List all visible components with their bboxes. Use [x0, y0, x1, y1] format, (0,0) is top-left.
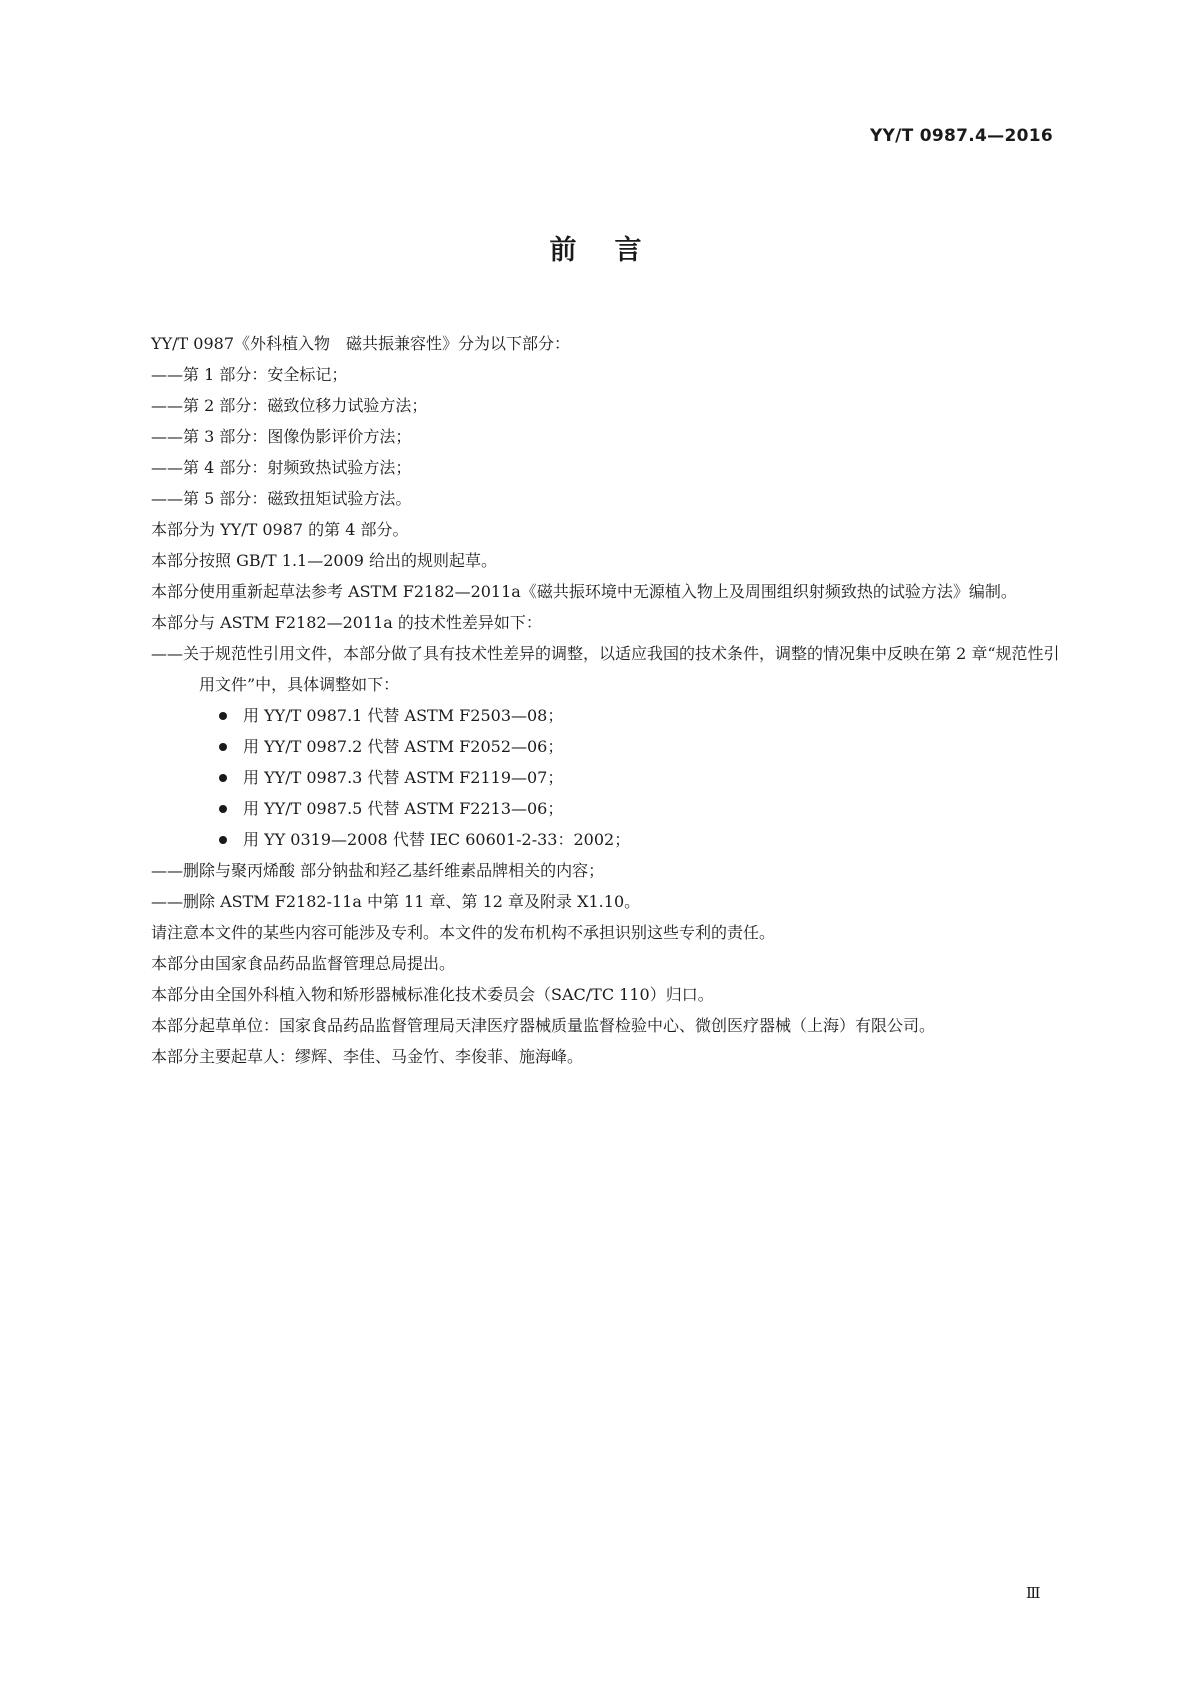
paragraph: 本部分主要起草人：缪辉、李佳、马金竹、李俊菲、施海峰。: [151, 1047, 584, 1066]
bullet-dot-icon: [219, 805, 227, 813]
paragraph: 请注意本文件的某些内容可能涉及专利。本文件的发布机构不承担识别这些专利的责任。: [151, 923, 776, 942]
dash-item: ——第 3 部分：图像伪影评价方法；: [151, 427, 412, 446]
bullet-text: 用 YY/T 0987.3 代替 ASTM F2119—07；: [243, 768, 564, 787]
bullet-item: [119, 762, 1065, 793]
bullet-text: 用 YY/T 0987.1 代替 ASTM F2503—08；: [243, 706, 564, 725]
page-number: Ⅲ: [1026, 1584, 1041, 1602]
paragraph: 本部分由全国外科植入物和矫形器械标准化技术委员会（SAC/TC 110）归口。: [151, 985, 714, 1004]
dash-item: ——第 5 部分：磁致扭矩试验方法。: [151, 489, 412, 508]
bullet-dot-icon: [219, 774, 227, 782]
bullet-dot-icon: [219, 743, 227, 751]
bullet-item: [119, 793, 1065, 824]
page-title: 前言: [549, 235, 680, 266]
paragraph: YY/T 0987《外科植入物 磁共振兼容性》分为以下部分：: [151, 334, 570, 353]
bullet-text: 用 YY/T 0987.5 代替 ASTM F2213—06；: [243, 799, 564, 818]
dash-item: ——删除与聚丙烯酸 部分钠盐和羟乙基纤维素品牌相关的内容；: [151, 861, 605, 880]
paragraph: 本部分起草单位：国家食品药品监督管理局天津医疗器械质量监督检验中心、微创医疗器械（上海）有限公司。: [151, 1016, 936, 1035]
standard-number: YY/T 0987.4—2016: [869, 126, 1053, 146]
bullet-item: [119, 731, 1065, 762]
dash-item: ——第 4 部分：射频致热试验方法；: [151, 458, 412, 477]
paragraph: 本部分与 ASTM F2182—2011a 的技术性差异如下：: [151, 613, 542, 632]
bullet-dot-icon: [219, 836, 227, 844]
bullet-text: 用 YY 0319—2008 代替 IEC 60601-2-33：2002；: [243, 830, 631, 849]
bullet-item: [119, 824, 1065, 855]
paragraph: 本部分按照 GB/T 1.1—2009 给出的规则起草。: [151, 551, 498, 570]
foreword-body: [119, 328, 1065, 1072]
bullet-text: 用 YY/T 0987.2 代替 ASTM F2052—06；: [243, 737, 564, 756]
bullet-item: [119, 700, 1065, 731]
dash-item: ——删除 ASTM F2182-11a 中第 11 章、第 12 章及附录 X1.10。: [151, 892, 641, 911]
paragraph: 本部分为 YY/T 0987 的第 4 部分。: [151, 520, 409, 539]
dash-item: ——第 1 部分：安全标记；: [151, 365, 348, 384]
dash-item: ——第 2 部分：磁致位移力试验方法；: [151, 396, 428, 415]
bullet-dot-icon: [219, 712, 227, 720]
dash-item: ——关于规范性引用文件，本部分做了具有技术性差异的调整，以适应我国的技术条件，调整的情况集中反映在第 2 章“规范性引用文件”中，具体调整如下：: [151, 644, 1060, 694]
paragraph: 本部分使用重新起草法参考 ASTM F2182—2011a《磁共振环境中无源植入物上及周围组织射频致热的试验方法》编制。: [151, 582, 1017, 601]
paragraph: 本部分由国家食品药品监督管理总局提出。: [151, 954, 456, 973]
